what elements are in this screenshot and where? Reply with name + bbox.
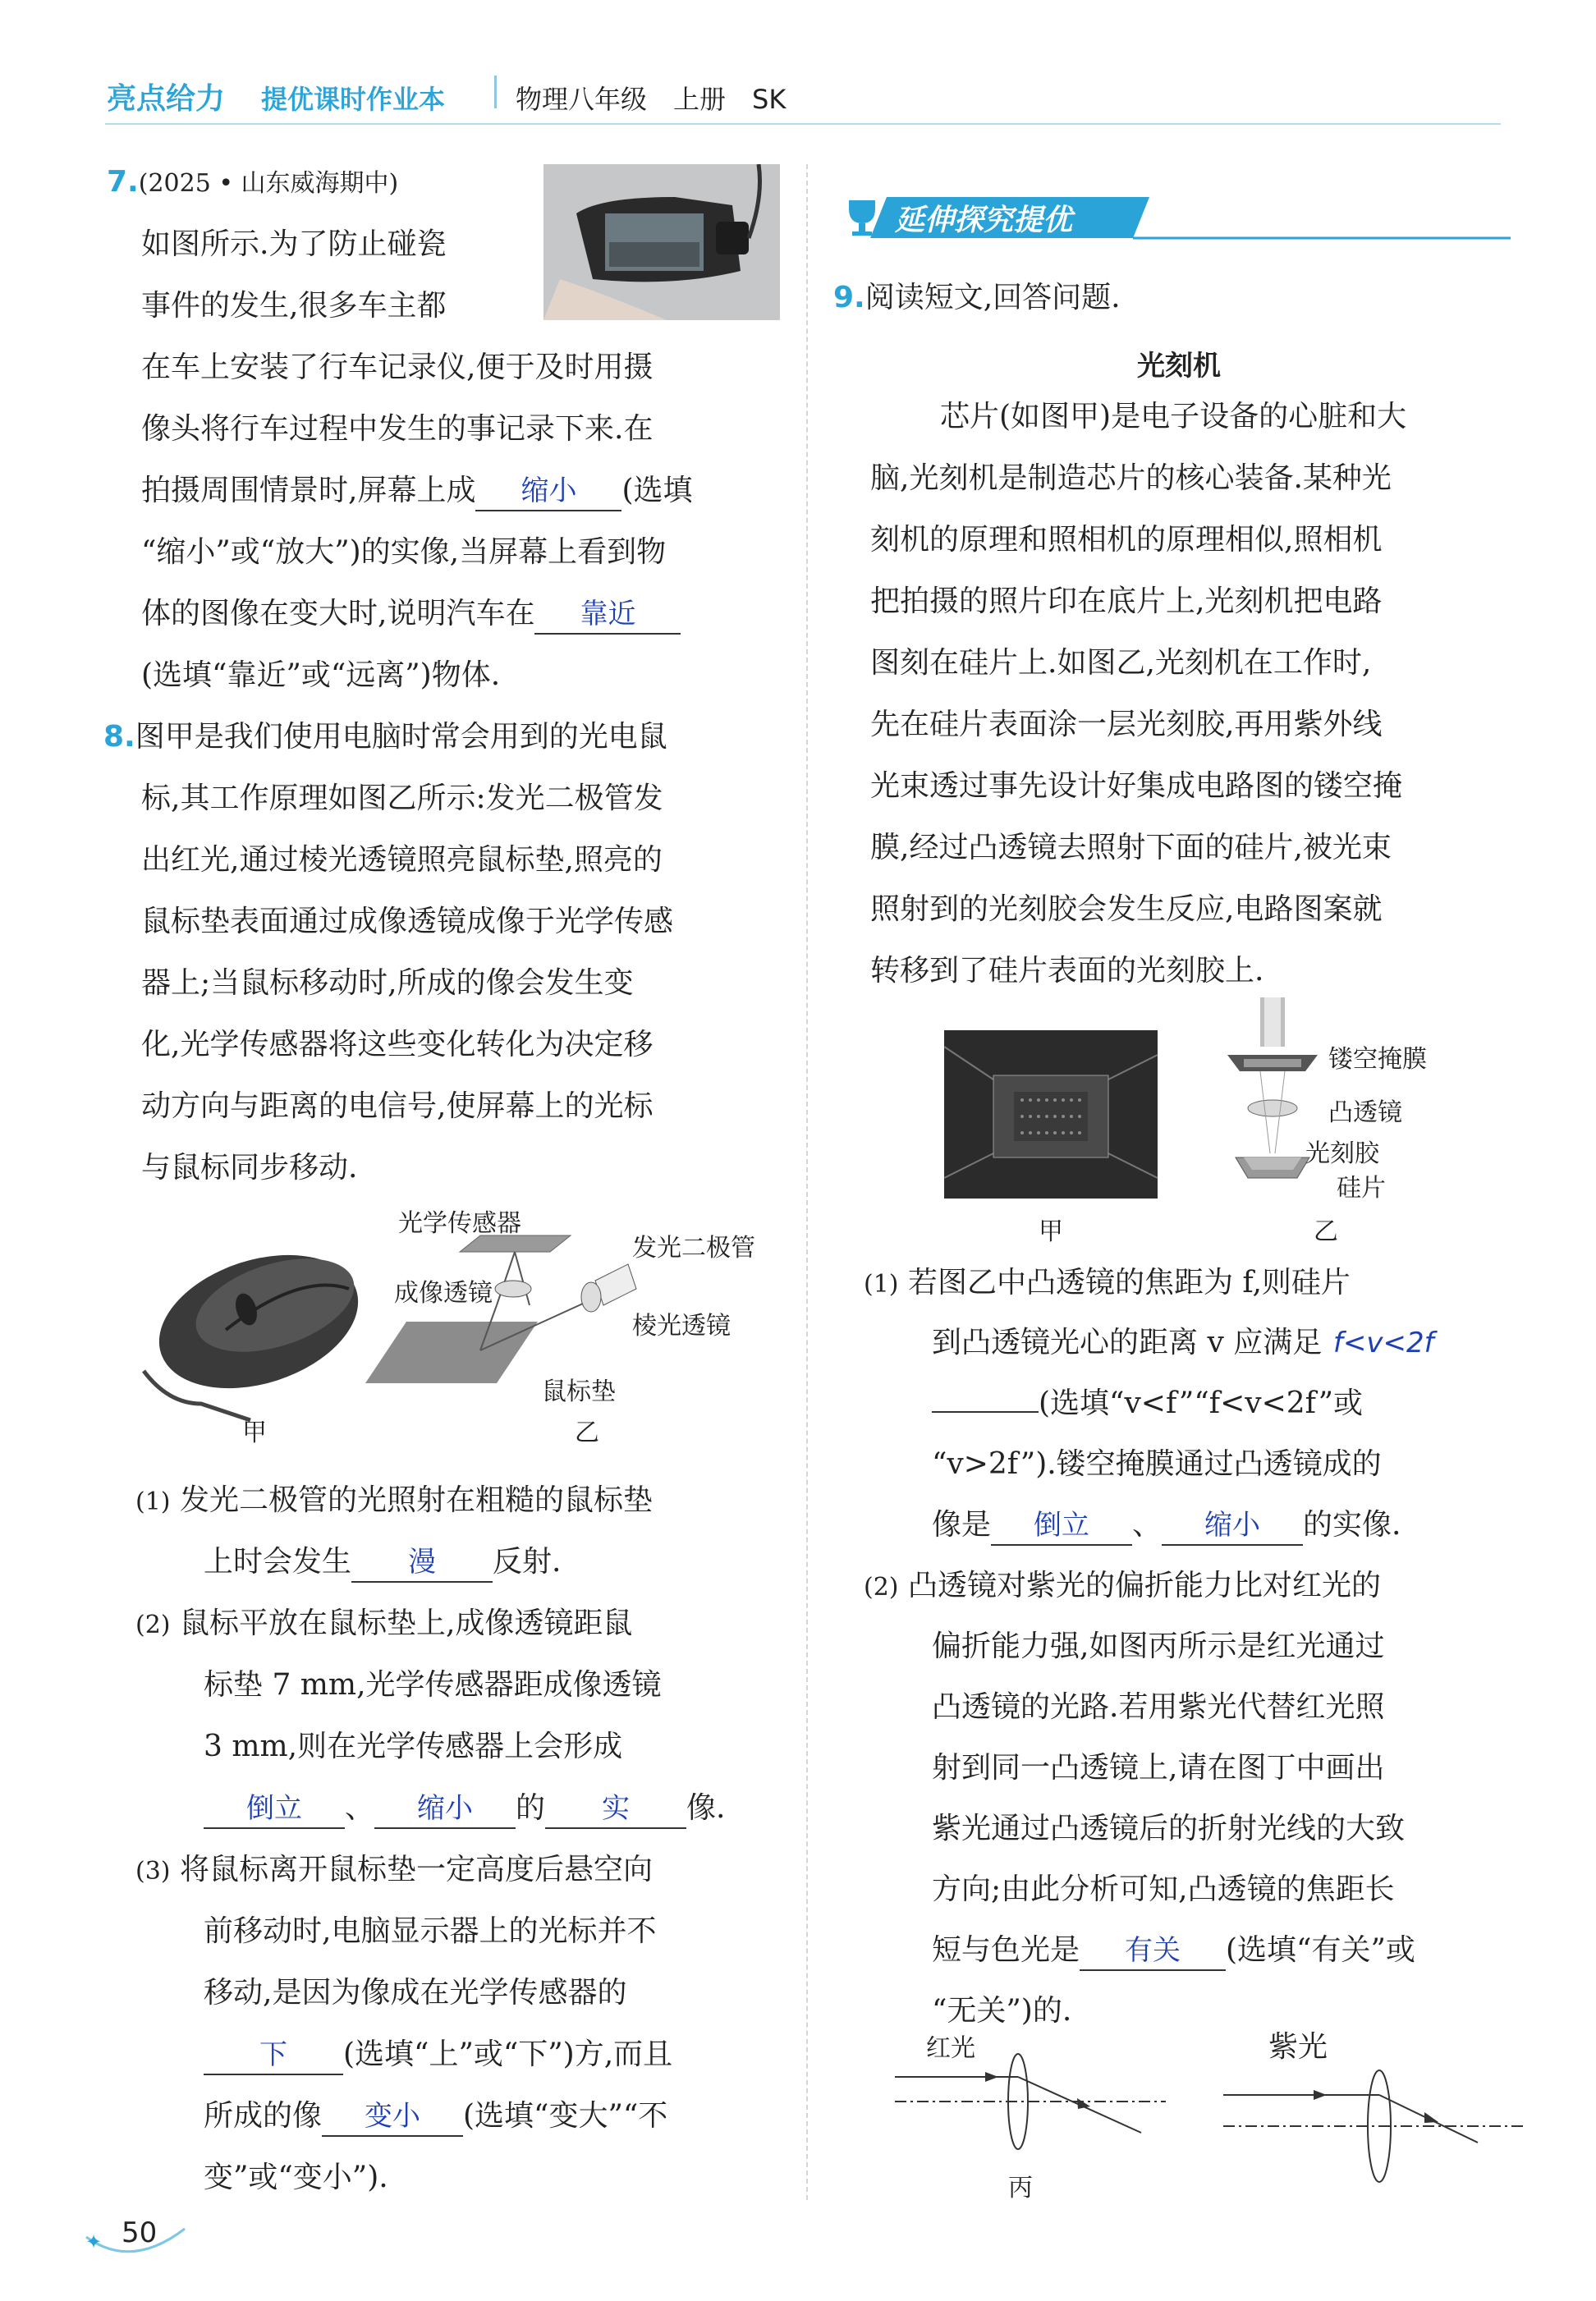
caption-yi: 乙 bbox=[575, 1419, 599, 1447]
q9-text: 偏折能力强,如图丙所示是红光通过 bbox=[932, 1629, 1385, 1663]
mouse-schematic bbox=[365, 1235, 636, 1383]
purple-light-diagram bbox=[1223, 2070, 1527, 2182]
q9-answer-4: 有关 bbox=[1080, 1932, 1226, 1971]
q9-text: 图刻在硅片上.如图乙,光刻机在工作时, bbox=[870, 646, 1372, 680]
label-wafer: 硅片 bbox=[1337, 1174, 1386, 1203]
q7-line-7 bbox=[141, 583, 681, 644]
mouse-photo bbox=[142, 1231, 375, 1420]
label-purple-light: 紫光 bbox=[1268, 2030, 1328, 2064]
q8-text: 鼠标平放在鼠标垫上,成像透镜距鼠 bbox=[179, 1607, 633, 1640]
q7-answer-2: 靠近 bbox=[534, 595, 681, 635]
label-sensor: 光学传感器 bbox=[398, 1209, 521, 1238]
q9-p1-number: (1) bbox=[864, 1270, 899, 1299]
page-number: 50 bbox=[122, 2216, 158, 2249]
q9-p1-line-5 bbox=[932, 1494, 1401, 1556]
q8-p1-number: (1) bbox=[135, 1487, 171, 1516]
q7-text: 如图所示.为了防止碰瓷 bbox=[141, 227, 447, 261]
caption-jia: 甲 bbox=[242, 1419, 267, 1447]
q9-text: 阅读短文,回答问题. bbox=[864, 281, 1121, 314]
label-red-light: 红光 bbox=[926, 2034, 975, 2063]
q9-p2-line-7 bbox=[932, 1919, 1415, 1981]
q9-text: 射到同一凸透镜上,请在图丁中画出 bbox=[932, 1751, 1385, 1785]
q9-answer-1: f<v<2f bbox=[1332, 1327, 1434, 1359]
q9-p2-line-1 bbox=[864, 1555, 1381, 1618]
q8-text: 反射. bbox=[493, 1545, 562, 1579]
q9-title: 光刻机 bbox=[1137, 350, 1221, 383]
chip-photo bbox=[944, 1030, 1158, 1199]
q7-text: 在车上安装了行车记录仪,便于及时用摄 bbox=[141, 351, 654, 384]
q7-text: 体的图像在变大时,说明汽车在 bbox=[141, 597, 535, 630]
q8-p3-number: (3) bbox=[135, 1857, 171, 1886]
q9-text: 到凸透镜光心的距离 v 应满足 bbox=[932, 1326, 1323, 1359]
label-led: 发光二极管 bbox=[632, 1234, 755, 1263]
q9-text: (选填“有关”或 bbox=[1226, 1933, 1415, 1967]
q8-number: 8. bbox=[103, 720, 135, 754]
q7-source: (2025 • 山东威海期中) bbox=[138, 169, 399, 198]
q8-p3-line-5 bbox=[204, 2085, 667, 2147]
q8-p2-number: (2) bbox=[135, 1611, 171, 1639]
q7-answer-1: 缩小 bbox=[475, 472, 621, 511]
caption-litho-yi: 乙 bbox=[1314, 1217, 1338, 1246]
q9-text: 、 bbox=[1132, 1508, 1163, 1542]
q8-p3-line-1 bbox=[135, 1839, 653, 1902]
q7-line-1 bbox=[107, 151, 398, 214]
q8-text: 出红光,通过棱光透镜照亮鼠标垫,照亮的 bbox=[141, 843, 663, 877]
q9-line-intro bbox=[833, 267, 1121, 328]
q7-text: 事件的发生,很多车主都 bbox=[141, 289, 447, 323]
label-mask: 镂空掩膜 bbox=[1328, 1045, 1427, 1074]
column-divider bbox=[806, 164, 808, 2200]
q9-number: 9. bbox=[833, 281, 865, 314]
q9-text: 把拍摄的照片印在底片上,光刻机把电路 bbox=[870, 584, 1383, 618]
q7-text: (选填 bbox=[621, 474, 693, 507]
q7-text: 拍摄周围情景时,屏幕上成 bbox=[141, 474, 476, 507]
q9-text: (选填“v<f”“f<v<2f”或 bbox=[1039, 1387, 1364, 1420]
q7-text: 像头将行车过程中发生的事记录下来.在 bbox=[141, 412, 654, 446]
q8-line-1 bbox=[103, 706, 667, 768]
q9-text: 芯片(如图甲)是电子设备的心脏和大 bbox=[940, 400, 1407, 433]
q8-text: 标,其工作原理如图乙所示:发光二极管发 bbox=[141, 782, 663, 815]
q9-text: 光束透过事先设计好集成电路图的镂空掩 bbox=[870, 769, 1403, 803]
q8-answer-2: 倒立 bbox=[204, 1790, 345, 1829]
q9-answer-2: 倒立 bbox=[991, 1506, 1132, 1546]
q8-text: 移动,是因为像成在光学传感器的 bbox=[204, 1976, 627, 2010]
q9-p1-line-2 bbox=[932, 1312, 1445, 1373]
q9-text: 脑,光刻机是制造芯片的核心装备.某种光 bbox=[870, 461, 1392, 495]
dashcam-photo bbox=[543, 164, 780, 320]
q8-answer-3: 缩小 bbox=[374, 1790, 516, 1829]
q8-answer-6: 变小 bbox=[322, 2097, 463, 2137]
q8-text: 上时会发生 bbox=[204, 1545, 352, 1579]
q9-text: 的实像. bbox=[1303, 1508, 1401, 1542]
q8-text: 动方向与距离的电信号,使屏幕上的光标 bbox=[141, 1089, 654, 1123]
header-separator bbox=[494, 76, 497, 108]
label-convex-lens: 凸透镜 bbox=[1328, 1098, 1402, 1127]
caption-bing: 丙 bbox=[1008, 2174, 1033, 2202]
q8-text: 变”或“变小”). bbox=[204, 2161, 388, 2194]
q9-text: 紫光通过凸透镜后的折射光线的大致 bbox=[932, 1812, 1406, 1845]
svg-text:✦: ✦ bbox=[85, 2230, 103, 2253]
q9-text: “无关”)的. bbox=[932, 1994, 1072, 2028]
q7-text: “缩小”或“放大”)的实像,当屏幕上看到物 bbox=[141, 535, 667, 569]
q8-text: 化,光学传感器将这些变化转化为决定移 bbox=[141, 1028, 654, 1061]
q9-text: 像是 bbox=[932, 1508, 992, 1542]
q8-answer-1: 漫 bbox=[351, 1543, 493, 1583]
ray-diagrams bbox=[887, 2044, 1527, 2200]
q9-text: 凸透镜的光路.若用紫光代替红光照 bbox=[932, 1690, 1385, 1724]
q8-answer-4: 实 bbox=[545, 1790, 686, 1829]
q8-p1-line-2 bbox=[204, 1531, 561, 1593]
q9-text: 若图乙中凸透镜的焦距为 f,则硅片 bbox=[907, 1266, 1351, 1299]
q8-text: 像. bbox=[686, 1791, 726, 1825]
q8-text: (选填“变大”“不 bbox=[463, 2099, 668, 2133]
q7-text: (选填“靠近”或“远离”)物体. bbox=[141, 658, 501, 692]
q7-line-5 bbox=[141, 460, 693, 521]
q9-p2-number: (2) bbox=[864, 1573, 899, 1602]
q8-text: 图甲是我们使用电脑时常会用到的光电鼠 bbox=[135, 720, 667, 754]
q8-answer-5: 下 bbox=[204, 2036, 343, 2075]
q8-text: 、 bbox=[345, 1791, 375, 1825]
q8-text: 的 bbox=[516, 1791, 546, 1825]
q9-text: “v>2f”).镂空掩膜通过凸透镜成的 bbox=[932, 1447, 1382, 1481]
q8-p1-line-1 bbox=[135, 1469, 653, 1533]
label-photoresist: 光刻胶 bbox=[1305, 1139, 1379, 1168]
q9-text: 膜,经过凸透镜去照射下面的硅片,被光束 bbox=[870, 831, 1392, 864]
q9-text: 刻机的原理和照相机的原理相似,照相机 bbox=[870, 523, 1383, 557]
q9-p1-line-1 bbox=[864, 1252, 1351, 1315]
q8-text: 发光二极管的光照射在粗糙的鼠标垫 bbox=[179, 1483, 653, 1517]
q8-text: 鼠标垫表面通过成像透镜成像于光学传感 bbox=[141, 905, 674, 938]
q9-text: 短与色光是 bbox=[932, 1933, 1080, 1967]
q8-text: 器上;当鼠标移动时,所成的像会发生变 bbox=[141, 966, 634, 1000]
q8-text: (选填“上”或“下”)方,而且 bbox=[343, 2037, 673, 2071]
book-subtitle: 提优课时作业本 bbox=[261, 84, 446, 115]
q9-text: 转移到了硅片表面的光刻胶上. bbox=[870, 954, 1264, 988]
course-title: 物理八年级 上册 SK bbox=[516, 84, 787, 115]
q8-p2-line-4 bbox=[204, 1777, 725, 1839]
q9-text: 凸透镜对紫光的偏折能力比对红光的 bbox=[907, 1569, 1381, 1602]
brand-logo: 亮点给力 bbox=[107, 82, 226, 116]
q8-text: 与鼠标同步移动. bbox=[141, 1151, 358, 1185]
q9-text: 照射到的光刻胶会发生反应,电路图案就 bbox=[870, 892, 1383, 926]
q9-p1-line-3 bbox=[932, 1373, 1363, 1434]
q8-text: 前移动时,电脑显示器上的光标并不 bbox=[204, 1914, 657, 1948]
section-banner-title: 延伸探究提优 bbox=[895, 204, 1073, 237]
q8-text: 3 mm,则在光学传感器上会形成 bbox=[204, 1730, 623, 1763]
label-prism-lens: 棱光透镜 bbox=[632, 1312, 731, 1341]
label-pad: 鼠标垫 bbox=[542, 1377, 616, 1406]
q9-answer-1-underline bbox=[932, 1411, 1039, 1413]
q8-p2-line-1 bbox=[135, 1593, 632, 1656]
red-light-diagram bbox=[895, 2054, 1166, 2149]
q8-text: 标垫 7 mm,光学传感器距成像透镜 bbox=[204, 1668, 662, 1702]
q7-number: 7. bbox=[107, 165, 139, 199]
q9-text: 方向;由此分析可知,凸透镜的焦距长 bbox=[932, 1872, 1395, 1906]
q9-text: 先在硅片表面涂一层光刻胶,再用紫外线 bbox=[870, 708, 1383, 741]
label-imaging-lens: 成像透镜 bbox=[394, 1279, 493, 1308]
q8-text: 所成的像 bbox=[204, 2099, 323, 2133]
q9-answer-3: 缩小 bbox=[1162, 1506, 1303, 1546]
header-rule bbox=[105, 123, 1501, 125]
q8-text: 将鼠标离开鼠标垫一定高度后悬空向 bbox=[179, 1853, 653, 1886]
caption-chip-jia: 甲 bbox=[1039, 1217, 1063, 1246]
q8-p3-line-4 bbox=[204, 2024, 672, 2085]
